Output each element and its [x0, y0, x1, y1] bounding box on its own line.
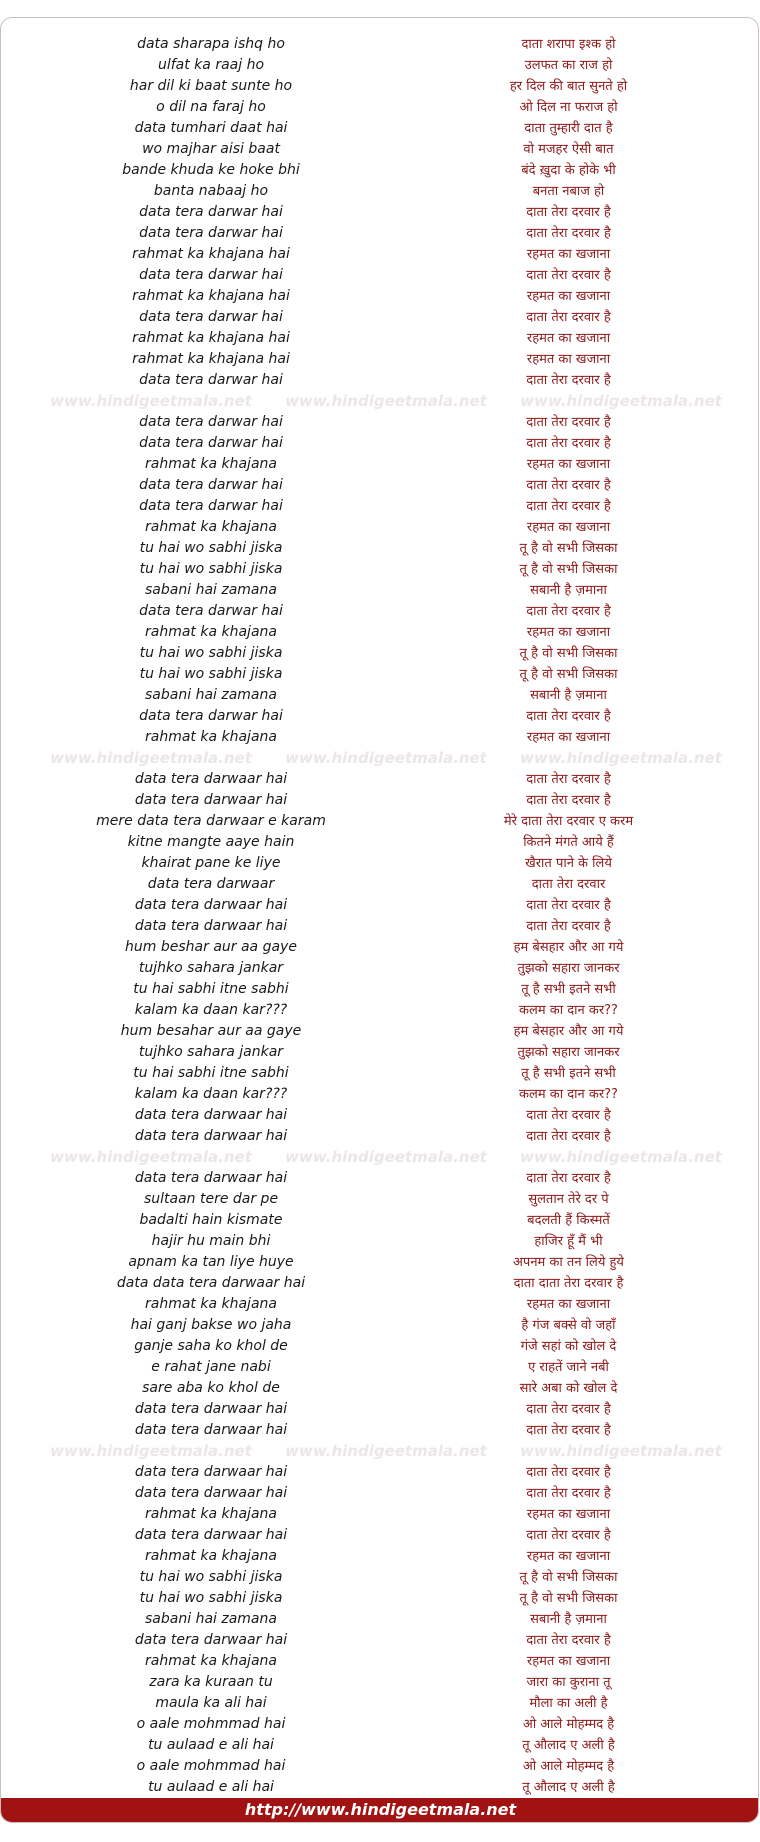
- lyric-roman: data tera darwar hai: [139, 267, 283, 283]
- lyric-devanagari: रहमत का खजाना: [526, 352, 611, 367]
- watermark-row: [1, 391, 759, 412]
- lyric-roman: wo majhar aisi baat: [142, 141, 280, 157]
- lyric-devanagari: दाता तेरा दरवार है: [526, 268, 611, 283]
- lyric-devanagari: रहमत का खजाना: [526, 625, 611, 640]
- lyric-line: [1, 97, 759, 118]
- lyric-roman: data tumhari daat hai: [134, 120, 288, 136]
- lyric-line: [1, 1210, 759, 1231]
- lyric-roman: data tera darwaar hai: [134, 1464, 288, 1480]
- lyric-devanagari: सुलतान तेरे दर पे: [528, 1192, 609, 1207]
- lyric-roman: tu aulaad e ali hai: [148, 1737, 274, 1753]
- lyric-roman: mere data tera darwaar e karam: [96, 813, 326, 829]
- lyric-roman: sabani hai zamana: [145, 1611, 277, 1627]
- lyric-line: [1, 1273, 759, 1294]
- lyric-devanagari: सारे अबा को खोल दे: [519, 1381, 618, 1396]
- lyric-devanagari: ओ आले मोहम्मद है: [522, 1717, 615, 1732]
- lyric-roman: tujhko sahara jankar: [138, 960, 284, 976]
- lyric-roman: tu hai wo sabhi jiska: [139, 1590, 283, 1606]
- lyric-devanagari: दाता तेरा दरवार है: [526, 793, 611, 808]
- lyric-devanagari: रहमत का खजाना: [526, 289, 611, 304]
- lyric-line: [1, 1021, 759, 1042]
- lyric-line: [1, 1126, 759, 1147]
- lyric-devanagari: कितने मंगते आये हैं: [523, 835, 614, 850]
- lyric-roman: data tera darwaar: [147, 876, 275, 892]
- lyric-devanagari: तू है वो सभी जिसका: [519, 562, 618, 577]
- lyric-roman: data tera darwaar hai: [134, 1107, 288, 1123]
- lyric-devanagari: हाजिर हूँ मैं भी: [534, 1234, 603, 1249]
- lyric-devanagari: दाता तेरा दरवार है: [526, 499, 611, 514]
- lyric-devanagari: दाता तेरा दरवार है: [526, 1129, 611, 1144]
- lyric-roman: rahmat ka khajana hai: [132, 351, 290, 367]
- lyric-line: [1, 1357, 759, 1378]
- lyric-line: [1, 874, 759, 895]
- lyric-line: [1, 496, 759, 517]
- lyric-roman: rahmat ka khajana: [145, 1296, 277, 1312]
- watermark-text: www.hindigeetmala.net: [50, 392, 252, 410]
- lyric-devanagari: दाता तेरा दरवार है: [526, 772, 611, 787]
- lyric-devanagari: दाता तेरा दरवार है: [526, 604, 611, 619]
- lyric-line: [1, 1756, 759, 1777]
- lyric-roman: zara ka kuraan tu: [149, 1674, 273, 1690]
- lyric-devanagari: ओ दिल ना फराज हो: [519, 100, 618, 115]
- lyric-line: [1, 1315, 759, 1336]
- lyric-devanagari: ओ आले मोहम्मद है: [522, 1759, 615, 1774]
- lyric-line: [1, 265, 759, 286]
- lyric-line: [1, 538, 759, 559]
- lyric-roman: maula ka ali hai: [155, 1695, 267, 1711]
- lyric-roman: tu hai wo sabhi jiska: [139, 1569, 283, 1585]
- lyric-roman: rahmat ka khajana: [145, 1653, 277, 1669]
- lyric-devanagari: रहमत का खजाना: [526, 247, 611, 262]
- lyric-line: [1, 1252, 759, 1273]
- lyric-roman: tu hai wo sabhi jiska: [139, 561, 283, 577]
- watermark-row: [1, 1441, 759, 1462]
- lyric-devanagari: गंजे सहां को खोल दे: [520, 1339, 617, 1354]
- lyric-devanagari: अपनम का तन लिये हुये: [513, 1255, 624, 1270]
- lyric-line: [1, 1504, 759, 1525]
- lyric-devanagari: तू है सभी इतने सभी: [521, 1066, 616, 1081]
- lyric-roman: data tera darwar hai: [139, 309, 283, 325]
- lyric-devanagari: दाता तेरा दरवार है: [526, 898, 611, 913]
- lyric-line: [1, 433, 759, 454]
- lyric-line: [1, 202, 759, 223]
- lyric-line: [1, 664, 759, 685]
- lyrics-body: [1, 34, 759, 1798]
- lyric-roman: sabani hai zamana: [145, 687, 277, 703]
- lyric-line: [1, 916, 759, 937]
- lyric-roman: tu hai sabhi itne sabhi: [133, 1065, 289, 1081]
- lyric-devanagari: दाता तेरा दरवार है: [526, 709, 611, 724]
- lyric-line: [1, 832, 759, 853]
- lyric-line: [1, 1231, 759, 1252]
- lyric-devanagari: रहमत का खजाना: [526, 1654, 611, 1669]
- lyric-devanagari: बनता नबाज हो: [532, 184, 605, 199]
- lyric-devanagari: रहमत का खजाना: [526, 457, 611, 472]
- lyric-devanagari: तुझको सहारा जानकर: [517, 961, 620, 976]
- lyric-line: [1, 958, 759, 979]
- lyric-roman: kalam ka daan kar???: [134, 1002, 288, 1018]
- lyric-devanagari: दाता तेरा दरवार है: [526, 1108, 611, 1123]
- lyric-line: [1, 853, 759, 874]
- lyric-line: [1, 517, 759, 538]
- lyric-roman: tu aulaad e ali hai: [148, 1779, 274, 1795]
- lyric-line: [1, 1630, 759, 1651]
- lyric-line: [1, 1651, 759, 1672]
- lyric-devanagari: तू है सभी इतने सभी: [521, 982, 616, 997]
- lyric-devanagari: सबानी है ज़माना: [530, 1612, 607, 1627]
- watermark-text: www.hindigeetmala.net: [50, 1442, 252, 1460]
- lyric-roman: tu hai wo sabhi jiska: [139, 666, 283, 682]
- lyric-roman: data tera darwar hai: [139, 372, 283, 388]
- lyric-devanagari: तू है वो सभी जिसका: [519, 1570, 618, 1585]
- lyric-roman: e rahat jane nabi: [151, 1359, 271, 1375]
- lyric-roman: data tera darwaar hai: [134, 1527, 288, 1543]
- watermark-text: www.hindigeetmala.net: [50, 749, 252, 767]
- watermark-text: www.hindigeetmala.net: [520, 1148, 722, 1166]
- lyric-devanagari: तू है वो सभी जिसका: [519, 541, 618, 556]
- lyric-devanagari: रहमत का खजाना: [526, 1549, 611, 1564]
- lyric-line: [1, 643, 759, 664]
- lyric-devanagari: जारा का कुराना तू: [526, 1675, 611, 1690]
- lyric-line: [1, 769, 759, 790]
- lyric-devanagari: दाता तुम्हारी दात है: [524, 121, 613, 136]
- lyric-devanagari: दाता तेरा दरवार है: [526, 1633, 611, 1648]
- lyric-devanagari: सबानी है ज़माना: [530, 688, 607, 703]
- lyric-devanagari: दाता तेरा दरवार है: [526, 205, 611, 220]
- lyric-roman: ganje saha ko khol de: [134, 1338, 288, 1354]
- lyric-roman: o aale mohmmad hai: [136, 1758, 286, 1774]
- lyric-line: [1, 412, 759, 433]
- lyric-line: [1, 223, 759, 244]
- lyric-roman: hajir hu main bhi: [151, 1233, 271, 1249]
- lyric-devanagari: तू है वो सभी जिसका: [519, 646, 618, 661]
- lyric-roman: kalam ka daan kar???: [134, 1086, 288, 1102]
- lyric-line: [1, 286, 759, 307]
- lyric-roman: sultaan tere dar pe: [143, 1191, 279, 1207]
- lyric-roman: sare aba ko khol de: [142, 1380, 280, 1396]
- lyric-devanagari: रहमत का खजाना: [526, 730, 611, 745]
- lyric-roman: banta nabaaj ho: [153, 183, 269, 199]
- lyric-devanagari: दाता तेरा दरवार है: [526, 919, 611, 934]
- lyric-roman: hum beshar aur aa gaye: [125, 939, 297, 955]
- lyric-roman: data tera darwaar hai: [134, 1422, 288, 1438]
- lyric-devanagari: दाता दाता तेरा दरवार है: [513, 1276, 624, 1291]
- lyric-roman: tujhko sahara jankar: [138, 1044, 284, 1060]
- lyric-devanagari: दाता तेरा दरवार है: [526, 310, 611, 325]
- lyric-line: [1, 1588, 759, 1609]
- lyric-devanagari: हम बेसहार और आ गये: [513, 1024, 624, 1039]
- lyric-devanagari: रहमत का खजाना: [526, 520, 611, 535]
- footer-url-link[interactable]: http://www.hindigeetmala.net: [244, 1800, 517, 1819]
- lyric-devanagari: है गंज बक्से वो जहाँ: [521, 1318, 616, 1333]
- lyric-line: [1, 307, 759, 328]
- lyric-roman: rahmat ka khajana: [145, 456, 277, 472]
- lyric-roman: data tera darwaar hai: [134, 918, 288, 934]
- lyric-roman: data sharapa ishq ho: [137, 36, 285, 52]
- lyric-roman: tu hai wo sabhi jiska: [139, 645, 283, 661]
- lyric-devanagari: हर दिल की बात सुनते हो: [509, 79, 628, 94]
- lyric-roman: data tera darwar hai: [139, 498, 283, 514]
- lyric-roman: rahmat ka khajana hai: [132, 246, 290, 262]
- lyric-devanagari: बंदे ख़ुदा के होके भी: [521, 163, 616, 178]
- lyric-line: [1, 1777, 759, 1798]
- lyric-roman: har dil ki baat sunte ho: [129, 78, 293, 94]
- lyric-devanagari: दाता तेरा दरवार है: [526, 1528, 611, 1543]
- watermark-text: www.hindigeetmala.net: [520, 1442, 722, 1460]
- lyric-line: [1, 139, 759, 160]
- lyric-line: [1, 1168, 759, 1189]
- lyric-roman: rahmat ka khajana hai: [132, 330, 290, 346]
- lyric-devanagari: तू औलाद ए अली है: [522, 1738, 615, 1753]
- lyric-devanagari: दाता तेरा दरवार है: [526, 478, 611, 493]
- lyric-line: [1, 727, 759, 748]
- lyric-line: [1, 1000, 759, 1021]
- lyric-roman: data tera darwar hai: [139, 414, 283, 430]
- lyric-line: [1, 790, 759, 811]
- lyric-roman: rahmat ka khajana: [145, 519, 277, 535]
- lyric-devanagari: दाता तेरा दरवार है: [526, 1486, 611, 1501]
- lyric-roman: hum besahar aur aa gaye: [120, 1023, 302, 1039]
- lyric-line: [1, 937, 759, 958]
- lyric-roman: data tera darwar hai: [139, 204, 283, 220]
- lyric-line: [1, 76, 759, 97]
- lyric-roman: o dil na faraj ho: [156, 99, 266, 115]
- lyric-line: [1, 244, 759, 265]
- lyric-line: [1, 601, 759, 622]
- lyric-devanagari: तू औलाद ए अली है: [522, 1780, 615, 1795]
- lyric-roman: data tera darwar hai: [139, 708, 283, 724]
- lyric-line: [1, 1567, 759, 1588]
- lyric-line: [1, 1063, 759, 1084]
- lyric-roman: data tera darwar hai: [139, 225, 283, 241]
- lyric-devanagari: हम बेसहार और आ गये: [513, 940, 624, 955]
- lyric-roman: rahmat ka khajana hai: [132, 288, 290, 304]
- lyric-roman: apnam ka tan liye huye: [128, 1254, 294, 1270]
- lyric-roman: rahmat ka khajana: [145, 1548, 277, 1564]
- lyric-line: [1, 706, 759, 727]
- lyric-line: [1, 181, 759, 202]
- lyric-roman: data tera darwaar hai: [134, 1632, 288, 1648]
- lyric-line: [1, 118, 759, 139]
- lyric-line: [1, 895, 759, 916]
- lyric-devanagari: तू है वो सभी जिसका: [519, 667, 618, 682]
- lyric-roman: data tera darwar hai: [139, 477, 283, 493]
- lyric-roman: data data tera darwaar hai: [116, 1275, 306, 1291]
- lyric-line: [1, 811, 759, 832]
- lyric-roman: o aale mohmmad hai: [136, 1716, 286, 1732]
- lyric-roman: data tera darwaar hai: [134, 1128, 288, 1144]
- lyric-line: [1, 1189, 759, 1210]
- watermark-text: www.hindigeetmala.net: [285, 1148, 487, 1166]
- lyric-roman: tu hai sabhi itne sabhi: [133, 981, 289, 997]
- lyric-line: [1, 1546, 759, 1567]
- lyric-roman: badalti hain kismate: [139, 1212, 283, 1228]
- lyric-line: [1, 979, 759, 1000]
- lyric-devanagari: मौला का अली है: [529, 1696, 608, 1711]
- lyric-devanagari: रहमत का खजाना: [526, 331, 611, 346]
- lyric-devanagari: तू है वो सभी जिसका: [519, 1591, 618, 1606]
- lyric-line: [1, 328, 759, 349]
- lyric-line: [1, 1378, 759, 1399]
- watermark-text: www.hindigeetmala.net: [285, 1442, 487, 1460]
- lyric-line: [1, 1399, 759, 1420]
- lyric-roman: rahmat ka khajana: [145, 729, 277, 745]
- lyric-roman: data tera darwaar hai: [134, 771, 288, 787]
- watermark-row: [1, 1147, 759, 1168]
- lyric-roman: sabani hai zamana: [145, 582, 277, 598]
- watermark-text: www.hindigeetmala.net: [285, 749, 487, 767]
- lyric-devanagari: दाता तेरा दरवार है: [526, 373, 611, 388]
- lyric-line: [1, 1483, 759, 1504]
- lyric-line: [1, 580, 759, 601]
- lyric-line: [1, 559, 759, 580]
- watermark-row: [1, 748, 759, 769]
- lyric-line: [1, 1420, 759, 1441]
- lyric-devanagari: दाता तेरा दरवार है: [526, 436, 611, 451]
- lyric-devanagari: बदलती हैं किस्मतें: [527, 1213, 610, 1228]
- lyric-line: [1, 1693, 759, 1714]
- lyric-devanagari: दाता तेरा दरवार है: [526, 1465, 611, 1480]
- lyric-line: [1, 622, 759, 643]
- watermark-text: www.hindigeetmala.net: [285, 392, 487, 410]
- watermark-text: www.hindigeetmala.net: [520, 749, 722, 767]
- lyric-devanagari: सबानी है ज़माना: [530, 583, 607, 598]
- lyric-devanagari: दाता तेरा दरवार है: [526, 1171, 611, 1186]
- lyric-line: [1, 1462, 759, 1483]
- lyric-devanagari: दाता तेरा दरवार है: [526, 1402, 611, 1417]
- lyric-line: [1, 1714, 759, 1735]
- lyric-line: [1, 1084, 759, 1105]
- lyric-roman: data tera darwaar hai: [134, 1170, 288, 1186]
- lyric-roman: ulfat ka raaj ho: [157, 57, 265, 73]
- lyric-line: [1, 1105, 759, 1126]
- watermark-text: www.hindigeetmala.net: [50, 1148, 252, 1166]
- lyric-devanagari: दाता तेरा दरवार है: [526, 415, 611, 430]
- lyric-roman: bande khuda ke hoke bhi: [122, 162, 300, 178]
- lyric-roman: data tera darwar hai: [139, 603, 283, 619]
- lyric-devanagari: रहमत का खजाना: [526, 1297, 611, 1312]
- lyric-devanagari: खैरात पाने के लिये: [525, 856, 612, 871]
- lyric-devanagari: दाता तेरा दरवार: [531, 877, 606, 892]
- lyric-line: [1, 685, 759, 706]
- lyric-line: [1, 475, 759, 496]
- footer-bar[interactable]: [1, 1798, 759, 1822]
- lyric-devanagari: तुझको सहारा जानकर: [517, 1045, 620, 1060]
- lyric-roman: data tera darwaar hai: [134, 1401, 288, 1417]
- lyric-roman: khairat pane ke liye: [141, 855, 281, 871]
- watermark-text: www.hindigeetmala.net: [520, 392, 722, 410]
- lyric-line: [1, 1042, 759, 1063]
- lyric-line: [1, 349, 759, 370]
- lyric-roman: hai ganj bakse wo jaha: [130, 1317, 292, 1333]
- lyric-line: [1, 1672, 759, 1693]
- lyric-roman: data tera darwar hai: [139, 435, 283, 451]
- lyrics-card: [0, 17, 759, 1823]
- lyric-roman: kitne mangte aaye hain: [127, 834, 295, 850]
- lyric-roman: data tera darwaar hai: [134, 897, 288, 913]
- lyric-devanagari: मेरे दाता तेरा दरवार ए करम: [503, 814, 634, 829]
- lyric-devanagari: कलम का दान कर??: [519, 1087, 618, 1102]
- lyric-devanagari: दाता तेरा दरवार है: [526, 1423, 611, 1438]
- lyric-line: [1, 370, 759, 391]
- lyric-line: [1, 34, 759, 55]
- lyric-roman: data tera darwaar hai: [134, 792, 288, 808]
- lyric-line: [1, 160, 759, 181]
- lyric-roman: rahmat ka khajana: [145, 1506, 277, 1522]
- lyric-line: [1, 1336, 759, 1357]
- lyric-devanagari: ए राहतें जाने नबी: [528, 1360, 609, 1375]
- lyric-line: [1, 454, 759, 475]
- lyric-devanagari: उलफत का राज हो: [524, 58, 613, 73]
- lyric-devanagari: दाता तेरा दरवार है: [526, 226, 611, 241]
- lyric-line: [1, 1609, 759, 1630]
- lyric-line: [1, 55, 759, 76]
- lyric-devanagari: रहमत का खजाना: [526, 1507, 611, 1522]
- lyric-devanagari: कलम का दान कर??: [519, 1003, 618, 1018]
- lyric-roman: rahmat ka khajana: [145, 624, 277, 640]
- lyric-devanagari: दाता शरापा इश्क हो: [521, 37, 616, 52]
- lyric-devanagari: वो मजहर ऐसी बात: [523, 142, 614, 157]
- lyric-line: [1, 1735, 759, 1756]
- lyric-line: [1, 1294, 759, 1315]
- lyric-roman: data tera darwaar hai: [134, 1485, 288, 1501]
- lyric-roman: tu hai wo sabhi jiska: [139, 540, 283, 556]
- lyric-line: [1, 1525, 759, 1546]
